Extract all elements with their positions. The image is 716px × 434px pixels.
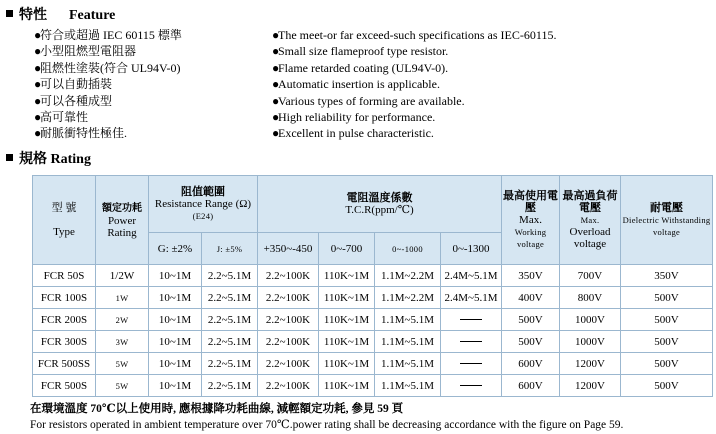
feature-heading-cn: 特性	[19, 8, 47, 23]
cell-mwv: 600V	[502, 353, 560, 375]
feature-en-item	[272, 109, 556, 125]
cell-power: 2W	[96, 309, 149, 331]
cell-g: 10~1M	[149, 265, 202, 287]
square-bullet-icon	[6, 154, 13, 161]
header-tcr-2: 0~-700	[319, 233, 375, 265]
cell-mov: 700V	[560, 265, 621, 287]
feature-en-text: Excellent in pulse characteristic.	[278, 126, 434, 141]
cell-type: FCR 200S	[33, 309, 96, 331]
empty-dash	[460, 363, 482, 364]
bullet-icon: ●	[272, 44, 280, 59]
table-row	[33, 375, 713, 397]
cell-t3: 1.1M~2.2M	[375, 265, 441, 287]
cell-power: 5W	[96, 375, 149, 397]
feature-en-item	[272, 125, 556, 141]
cell-t3: 1.1M~5.1M	[375, 375, 441, 397]
header-tol-j: J: ±5%	[202, 233, 258, 265]
feature-cn-item	[34, 109, 182, 125]
cell-j: 2.2~5.1M	[202, 353, 258, 375]
cell-dwv: 500V	[621, 331, 713, 353]
cell-type: FCR 500S	[33, 375, 96, 397]
feature-en-item	[272, 60, 556, 76]
bullet-icon: ●	[34, 60, 42, 75]
cell-g: 10~1M	[149, 287, 202, 309]
cell-t1: 2.2~100K	[258, 375, 319, 397]
feature-cn-item	[34, 43, 182, 59]
feature-en-item	[272, 27, 556, 43]
feature-cn-item	[34, 27, 182, 43]
cell-mov: 1200V	[560, 353, 621, 375]
cell-mov: 1200V	[560, 375, 621, 397]
header-tcr-4: 0~-1300	[441, 233, 502, 265]
bullet-icon: ●	[34, 77, 42, 92]
cell-power: 5W	[96, 353, 149, 375]
cell-t4	[441, 375, 502, 397]
cell-t2: 110K~1M	[319, 353, 375, 375]
feature-en-item	[272, 43, 556, 59]
feature-cn-text: 高可靠性	[40, 110, 89, 125]
feature-list-cn	[34, 27, 182, 142]
cell-g: 10~1M	[149, 309, 202, 331]
cell-power: 1W	[96, 287, 149, 309]
header-max-overload-voltage: 最高過負荷電壓 Max. Overload voltage	[560, 176, 621, 265]
rating-heading-cn: 規格	[19, 152, 47, 167]
feature-en-text: Flame retarded coating (UL94V-0).	[278, 60, 449, 75]
bullet-icon: ●	[34, 126, 42, 141]
cell-type: FCR 300S	[33, 331, 96, 353]
table-row	[33, 331, 713, 353]
feature-cn-text: 小型阻燃型電阻器	[40, 44, 137, 59]
cell-mwv: 500V	[502, 331, 560, 353]
bullet-icon: ●	[272, 110, 280, 125]
cell-mwv: 350V	[502, 265, 560, 287]
bullet-icon: ●	[34, 44, 42, 59]
cell-mov: 1000V	[560, 309, 621, 331]
bullet-icon: ●	[272, 126, 280, 141]
cell-j: 2.2~5.1M	[202, 375, 258, 397]
footnote-cn: 在環境溫度 70℃以上使用時, 應根據降功耗曲線, 減輕額定功耗, 參見 59 頁	[30, 403, 404, 415]
empty-dash	[460, 385, 482, 386]
feature-list-en	[272, 27, 556, 142]
feature-cn-item	[34, 76, 182, 92]
cell-t4	[441, 331, 502, 353]
bullet-icon: ●	[272, 77, 280, 92]
feature-en-text: Small size flameproof type resistor.	[278, 44, 449, 59]
bullet-icon: ●	[34, 110, 42, 125]
cell-t1: 2.2~100K	[258, 309, 319, 331]
table-row	[33, 353, 713, 375]
cell-type: FCR 500SS	[33, 353, 96, 375]
header-max-working-voltage: 最高使用電壓 Max. Working voltage	[502, 176, 560, 265]
footnote-en: For resistors operated in ambient temperature over 70℃.power rating shall be decreasing accordance with the figure on Page 59.	[30, 419, 624, 431]
header-resistance-range: 阻值範圍 Resistance Range (Ω) (E24)	[149, 176, 258, 233]
cell-t1: 2.2~100K	[258, 265, 319, 287]
feature-en-item	[272, 76, 556, 92]
feature-en-item	[272, 93, 556, 109]
cell-dwv: 500V	[621, 287, 713, 309]
feature-cn-text: 阻燃性塗裝(符合 UL94V-0)	[40, 60, 181, 75]
cell-t1: 2.2~100K	[258, 353, 319, 375]
table-row	[33, 309, 713, 331]
cell-dwv: 350V	[621, 265, 713, 287]
header-tcr-3: 0~-1000	[375, 233, 441, 265]
feature-heading-en: Feature	[69, 8, 116, 23]
cell-type: FCR 50S	[33, 265, 96, 287]
cell-t3: 1.1M~5.1M	[375, 331, 441, 353]
cell-t3: 1.1M~5.1M	[375, 353, 441, 375]
cell-mov: 800V	[560, 287, 621, 309]
cell-t4: 2.4M~5.1M	[441, 265, 502, 287]
feature-cn-item	[34, 60, 182, 76]
cell-mwv: 400V	[502, 287, 560, 309]
cell-dwv: 500V	[621, 309, 713, 331]
cell-dwv: 500V	[621, 375, 713, 397]
cell-t4	[441, 353, 502, 375]
rating-heading	[6, 148, 91, 168]
header-tcr-1: +350~-450	[258, 233, 319, 265]
cell-t3: 1.1M~2.2M	[375, 287, 441, 309]
cell-j: 2.2~5.1M	[202, 331, 258, 353]
feature-en-text: The meet-or far exceed-such specifications as IEC-60115.	[278, 28, 557, 42]
bullet-icon: ●	[34, 93, 42, 108]
empty-dash	[460, 341, 482, 342]
cell-power: 1/2W	[96, 265, 149, 287]
cell-mwv: 500V	[502, 309, 560, 331]
header-tcr: 電阻溫度係數 T.C.R(ppm/℃)	[258, 176, 502, 233]
header-dielectric-voltage: 耐電壓 Dielectric Withstanding voltage	[621, 176, 713, 265]
table-row	[33, 265, 713, 287]
feature-heading	[6, 4, 115, 24]
feature-cn-text: 可以各種成型	[40, 93, 113, 108]
feature-en-text: Automatic insertion is applicable.	[278, 77, 440, 92]
square-bullet-icon	[6, 10, 13, 17]
cell-t2: 110K~1M	[319, 309, 375, 331]
cell-t2: 110K~1M	[319, 331, 375, 353]
cell-t2: 110K~1M	[319, 265, 375, 287]
feature-cn-item	[34, 125, 182, 141]
cell-g: 10~1M	[149, 375, 202, 397]
cell-dwv: 500V	[621, 353, 713, 375]
bullet-icon: ●	[272, 28, 280, 42]
cell-t4	[441, 309, 502, 331]
bullet-icon: ●	[272, 60, 280, 75]
cell-t4: 2.4M~5.1M	[441, 287, 502, 309]
cell-t1: 2.2~100K	[258, 331, 319, 353]
cell-t2: 110K~1M	[319, 375, 375, 397]
cell-j: 2.2~5.1M	[202, 265, 258, 287]
header-power: 額定功耗 Power Rating	[96, 176, 149, 265]
cell-power: 3W	[96, 331, 149, 353]
empty-dash	[460, 319, 482, 320]
cell-type: FCR 100S	[33, 287, 96, 309]
bullet-icon: ●	[34, 28, 42, 42]
feature-cn-text: 符合或超過 IEC 60115 標準	[40, 28, 182, 42]
feature-cn-item	[34, 93, 182, 109]
cell-t1: 2.2~100K	[258, 287, 319, 309]
feature-en-text: High reliability for performance.	[278, 110, 436, 125]
cell-mov: 1000V	[560, 331, 621, 353]
header-type: 型 號 Type	[33, 176, 96, 265]
feature-en-text: Various types of forming are available.	[278, 93, 465, 108]
cell-j: 2.2~5.1M	[202, 287, 258, 309]
rating-heading-en: Rating	[50, 152, 91, 167]
table-row	[33, 287, 713, 309]
feature-cn-text: 可以自動插裝	[40, 77, 113, 92]
header-tol-g: G: ±2%	[149, 233, 202, 265]
cell-t3: 1.1M~5.1M	[375, 309, 441, 331]
cell-j: 2.2~5.1M	[202, 309, 258, 331]
cell-g: 10~1M	[149, 353, 202, 375]
feature-cn-text: 耐脈衝特性極佳.	[40, 126, 128, 141]
cell-mwv: 600V	[502, 375, 560, 397]
rating-table	[32, 175, 713, 397]
bullet-icon: ●	[272, 93, 280, 108]
cell-g: 10~1M	[149, 331, 202, 353]
cell-t2: 110K~1M	[319, 287, 375, 309]
